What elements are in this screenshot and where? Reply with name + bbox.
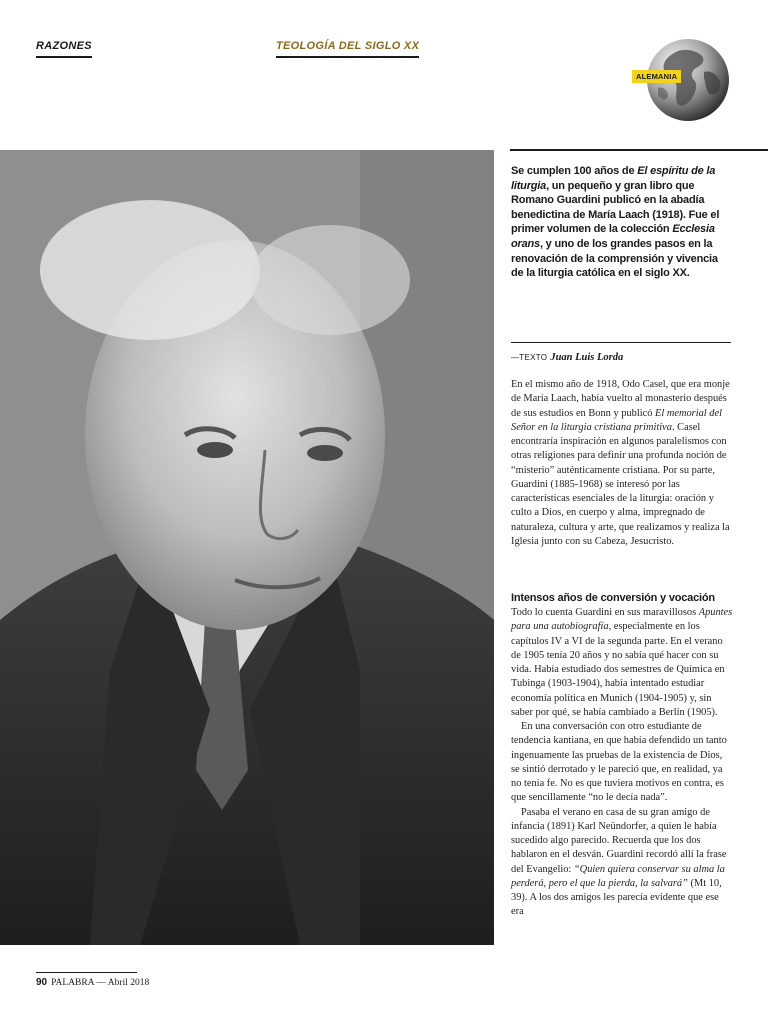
portrait-photo	[0, 150, 494, 945]
country-badge: ALEMANIA	[632, 70, 681, 83]
top-rule	[510, 149, 768, 151]
footer-rule	[36, 972, 137, 973]
body-paragraph-2: Todo lo cuenta Guardini en sus maravillosos Apuntes para una autobiografía, especialmente en los capítulos IV a VI de la segunda parte. En el verano de 1905 tenía 20 años y no sabía qué hacer con su vida. Había estudiado dos semestres de Química en Tubinga (1903-1904), había intentado estudiar economía política en Munich (1904-1905) y, sin saber por qué, se había cambiado a Berlín (1905).	[511, 607, 733, 718]
byline-rule	[511, 342, 731, 343]
section-label: RAZONES	[36, 40, 92, 58]
page-number: 90	[36, 977, 48, 988]
byline-label: —TEXTO	[511, 353, 548, 362]
body-column-2	[511, 606, 733, 920]
byline	[511, 352, 733, 363]
body-paragraph-3: En una conversación con otro estudiante de tendencia kantiana, en que había defendido un tanto ingenuamente las pruebas de la existencia de Dios, se sintió derrotado y le pareció que, en realidad, ya no tenía fe. No es que tuviera motivos en contra, es que sencillamente “no le decía nada”.	[511, 721, 727, 804]
magazine-issue: PALABRA — Abril 2018	[51, 978, 150, 988]
body-paragraph-1: En el mismo año de 1918, Odo Casel, que era monje de María Laach, había vuelto al monasterio después de sus estudios en Bonn y publicó El memorial del Señor en la liturgia cristiana primitiva. Casel encontraría inspiración en algunos paralelismos con otras religiones para definir una profunda noción de “misterio” auténticamente cristiana. Por su parte, Guardini (1885-1968) se interesó por las características esenciales de la liturgia: oración y culto a Dios, en cuerpo y alma, impregnado de naturaleza, cultura y arte, que realizamos y realiza la Iglesia junto con su Cabeza, Jesucristo.	[511, 379, 730, 547]
subheading: Intensos años de conversión y vocación	[511, 592, 715, 604]
topic-label: TEOLOGÍA DEL SIGLO XX	[276, 40, 419, 58]
footer	[36, 977, 149, 988]
lede-paragraph: Se cumplen 100 años de El espíritu de la liturgia, un pequeño y gran libro que Romano Guardini publicó en la abadía benedictina de María Laach (1918). Fue el primer volumen de la colección Ecclesia orans, y uno de los grandes pasos en la renovación de la comprensión y vivencia de la liturgia católica en el siglo XX.	[511, 165, 720, 280]
author-name: Juan Luis Lorda	[550, 352, 624, 363]
portrait-illustration	[0, 150, 494, 945]
body-paragraph-4: Pasaba el verano en casa de su gran amigo de infancia (1891) Karl Neündorfer, a quien le había sucedido algo parecido. Recuerda que los dos hablaron en el desván. Guardini recordó allí la frase del Evangelio: “Quien quiera conservar su alma la perderá, pero el que la pierda, la salvará” (Mt 10, 39). A los dos amigos les parecía evidente que ese era	[511, 806, 727, 918]
